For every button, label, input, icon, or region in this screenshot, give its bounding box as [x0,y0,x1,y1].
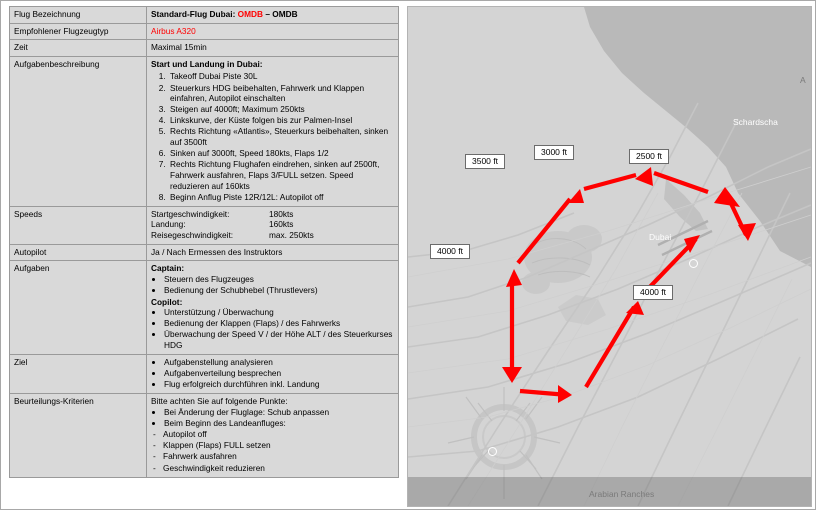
list-item: • Steuern des Flugzeuges [164,274,394,285]
row-value-flug-bezeichnung [147,7,399,24]
list-item: • Flug erfolgreich durchführen inkl. Landung [164,379,394,390]
row-label-aufgaben: Aufgaben [10,261,147,355]
beurteilung-heading: Bitte achten Sie auf folgende Punkte: [151,396,288,407]
row-value-aufgaben [147,261,399,355]
row-value-speeds [147,206,399,244]
row-value-aufgabenbeschreibung [147,56,399,206]
flug-bezeichnung-suffix: – OMDB [263,9,298,19]
list-item: 4. Linkskurve, der Küste folgen bis zur Palmen-Insel [168,115,394,126]
altitude-label-4000-south: 4000 ft [633,285,673,300]
table-row [10,7,399,24]
list-item: • Bedienung der Schubhebel (Thrustlevers) [164,285,394,296]
place-label-schardscha: Schardscha [733,117,778,127]
beurteilung-subitems [151,429,394,473]
speed-value: 180kts [269,208,294,219]
list-item: • Bei Änderung der Fluglage: Schub anpassen [164,407,394,418]
list-item: • Unterstützung / Überwachung [164,307,394,318]
list-item: 8. Beginn Anflug Piste 12R/12L: Autopilot off [168,192,394,203]
row-label-aufgabenbeschreibung: Aufgabenbeschreibung [10,56,147,206]
list-item: 5. Rechts Richtung «Atlantis», Steuerkurs beibehalten, sinken auf 3500ft [168,126,394,147]
place-label-dubai: Dubai [649,232,672,242]
list-item: - Geschwindigkeit reduzieren [163,463,394,474]
table-row [10,244,399,261]
row-label-speeds: Speeds [10,206,147,244]
flug-bezeichnung-icao: OMDB [237,9,264,19]
list-item: - Klappen (Flaps) FULL setzen [163,440,394,451]
table-row [10,206,399,244]
table-row [10,355,399,394]
waypoint-marker-icon [488,447,497,456]
list-item: 6. Sinken auf 3000ft, Speed 180kts, Flaps 1/2 [168,148,394,159]
row-value-ziel [147,355,399,394]
altitude-label-3500: 3500 ft [465,154,505,169]
route-map[interactable] [407,6,812,507]
row-value-zeit: Maximal 15min [147,40,399,57]
speed-value: max. 250kts [269,229,314,240]
row-label-flugzeugtyp: Empfohlener Flugzeugtyp [10,23,147,40]
list-item: 3. Steigen auf 4000ft; Maximum 250kts [168,104,394,115]
row-label-autopilot: Autopilot [10,244,147,261]
beurteilung-items [151,407,394,429]
captain-heading: Captain: [151,263,185,274]
airport-marker-icon [689,259,698,268]
list-item: 1. Takeoff Dubai Piste 30L [168,71,394,82]
list-item: • Bedienung der Klappen (Flaps) / des Fahrwerks [164,318,394,329]
captain-tasks [151,274,394,296]
ziel-items [151,357,394,390]
speed-key: Reisegeschwindigkeit: [151,229,234,240]
list-item: - Autopilot off [163,429,394,440]
table-row [10,23,399,40]
table-row [10,394,399,477]
speed-key: Startgeschwindigkeit: [151,208,230,219]
list-item: 2. Steuerkurs HDG beibehalten, Fahrwerk und Klappen einfahren, Autopilot einschalten [168,83,394,104]
list-item: • Überwachung der Speed V / der Höhe ALT / des Steuerkurses HDG [164,329,394,350]
list-item: • Beim Beginn des Landeanfluges: [164,418,394,429]
place-label-arabian-ranches: Arabian Ranches [589,489,655,499]
row-value-beurteilungs-kriterien [147,394,399,477]
aufgabenbeschreibung-heading: Start und Landung in Dubai: [151,58,263,69]
aufgabenbeschreibung-steps [151,71,394,202]
speed-key: Landung: [151,219,186,230]
altitude-label-4000-west: 4000 ft [430,244,470,259]
speed-value: 160kts [269,219,294,230]
place-label-a: A [800,75,806,85]
list-item: 7. Rechts Richtung Flughafen eindrehen, sinken auf 2500ft, Fahrwerk ausfahren, Flaps 3/FULL setzen. Speed reduzieren auf 160kts [168,159,394,191]
flight-briefing-table [9,6,399,478]
altitude-label-2500: 2500 ft [629,149,669,164]
list-item: - Fahrwerk ausfahren [163,451,394,462]
list-item: • Aufgabenstellung analysieren [164,357,394,368]
flug-bezeichnung-prefix: Standard-Flug Dubai: [151,9,238,19]
speeds-grid [151,209,394,241]
copilot-tasks [151,307,394,350]
table-row [10,261,399,355]
row-label-zeit: Zeit [10,40,147,57]
copilot-heading: Copilot: [151,296,183,307]
row-label-beurteilungs-kriterien: Beurteilungs-Kriterien [10,394,147,477]
list-item: • Aufgabenverteilung besprechen [164,368,394,379]
row-label-flug-bezeichnung: Flug Bezeichnung [10,7,147,24]
table-row [10,56,399,206]
table-row [10,40,399,57]
row-value-autopilot: Ja / Nach Ermessen des Instruktors [147,244,399,261]
row-value-flugzeugtyp: Airbus A320 [147,23,399,40]
row-label-ziel: Ziel [10,355,147,394]
altitude-label-3000: 3000 ft [534,145,574,160]
